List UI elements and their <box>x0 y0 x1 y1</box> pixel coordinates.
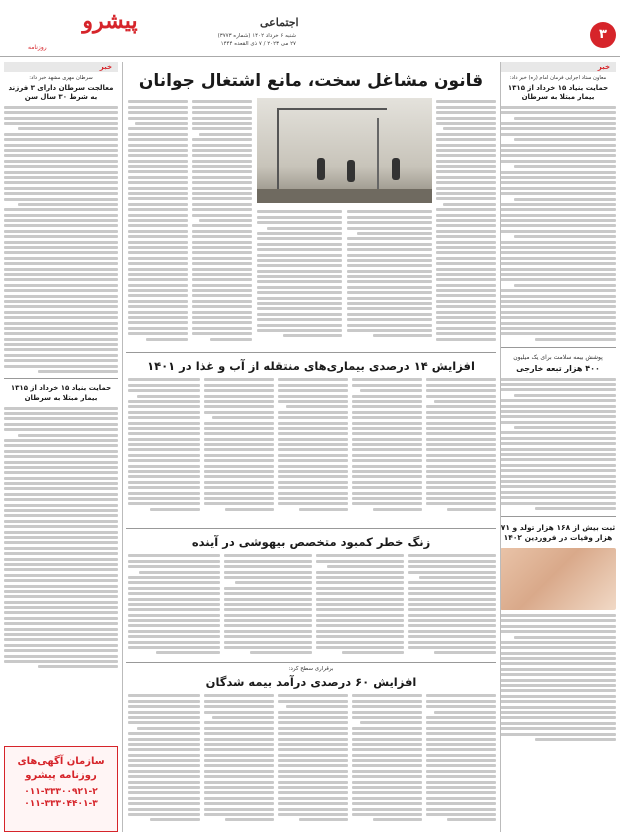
anesthesia-headline: زنگ خطر کمبود متخصص بیهوشی در آینده <box>191 535 431 549</box>
left-news2-headline: حمایت بنیاد ۱۵ خرداد از ۱۳۱۵ بیمار مبتلا به سرطان <box>10 384 112 402</box>
date-persian: شنبه ۶ خرداد ۱۴۰۲ (شماره ۳۷۷۳) <box>217 33 296 39</box>
news-body <box>500 106 616 341</box>
left-news-body <box>4 106 118 373</box>
news-bar: خبر <box>500 62 616 72</box>
main-body-col2 <box>347 208 432 340</box>
left-news-kicker: سرطان مهری مشهد خبر داد: <box>29 75 93 81</box>
logo-subtitle: روزنامه <box>28 44 47 51</box>
column-divider <box>122 62 123 832</box>
main-body-col3 <box>257 208 342 340</box>
mid-body-col3 <box>278 376 348 513</box>
ad-title: سازمان آگهی‌های روزنامه پیشرو <box>17 756 105 781</box>
section-divider <box>126 662 496 663</box>
income-body-col1 <box>426 692 496 824</box>
news-kicker: معاون ستاد اجرایی فرمان امام (ره) خبر داد: <box>509 75 607 81</box>
mid-body-col4 <box>204 376 274 513</box>
news2-body <box>500 378 616 510</box>
anesthesia-story <box>126 530 496 660</box>
ad-box <box>4 746 118 832</box>
section-divider <box>126 528 496 529</box>
mid-body-col2 <box>352 376 422 513</box>
masthead <box>0 0 620 58</box>
date-gregorian: ۲۷ می ۲۰۲۳ / ۷ ذی القعده ۱۴۴۴ <box>220 41 296 48</box>
income-body-col2 <box>352 692 422 824</box>
news3-headline: ثبت بیش از ۱۶۸ هزار تولد و ۷۱ هزار وفیات در فروردین ۱۴۰۲ <box>500 522 616 543</box>
ad-phone-2: ۰۱۱-۳۳۳۰۴۴۰۱-۳ <box>24 799 98 809</box>
mid-story <box>126 354 496 524</box>
mid-body-col1 <box>426 376 496 513</box>
income-body-col5 <box>128 692 200 824</box>
left-news-column <box>4 62 118 832</box>
right-news-column <box>500 62 616 832</box>
section-divider <box>126 352 496 353</box>
main-body-col1 <box>436 98 496 343</box>
page-number: ۳ <box>590 22 616 48</box>
income-headline: افزایش ۶۰ درصدی درآمد بیمه شدگان <box>205 675 417 690</box>
income-kicker: برقراری سطح کرد: <box>288 666 334 672</box>
mid-body-col5 <box>128 376 200 513</box>
section-title: اجتماعی <box>260 16 299 29</box>
dateline <box>196 32 296 49</box>
baby-feet-photo <box>500 548 616 610</box>
income-body-col4 <box>204 692 274 824</box>
main-headline: قانون مشاغل سخت، مانع اشتغال جوانان <box>138 71 484 91</box>
news-bar: خبر <box>4 62 118 72</box>
construction-workers-photo <box>257 98 432 203</box>
income-story <box>126 664 496 834</box>
header-divider <box>0 56 620 57</box>
news2-kicker: پوشش بیمه سلامت برای یک میلیون <box>513 353 603 361</box>
anesthesia-body-col4 <box>128 552 220 657</box>
news-headline: حمایت بنیاد ۱۵ خرداد از ۱۳۱۵ بیمار مبتلا به سرطان <box>507 84 609 102</box>
left-news2-body <box>4 407 118 669</box>
left-news-headline: معالجت سرطان دارای ۳ فرزند به شرط ۳۰ سال سن <box>8 84 114 102</box>
mid-headline: افزایش ۱۴ درصدی بیماری‌های منتقله از آب و غذا در ۱۴۰۱ <box>147 359 475 373</box>
news2-headline: ۴۰۰ هزار تبعه خارجی <box>516 363 600 373</box>
main-body-col4 <box>192 98 252 343</box>
anesthesia-body-col2 <box>316 552 404 657</box>
main-story <box>126 62 496 352</box>
ad-phone-1: ۰۱۱-۳۳۳۰۰۹۲۱-۲ <box>24 787 98 797</box>
anesthesia-body-col3 <box>224 552 312 657</box>
logo-text: پیشرو <box>82 8 138 34</box>
anesthesia-body-col1 <box>408 552 496 657</box>
income-body-col3 <box>278 692 348 824</box>
newspaper-logo <box>30 8 190 44</box>
main-body-col5 <box>128 98 188 343</box>
column-divider <box>500 62 501 832</box>
news3-body <box>500 614 616 741</box>
